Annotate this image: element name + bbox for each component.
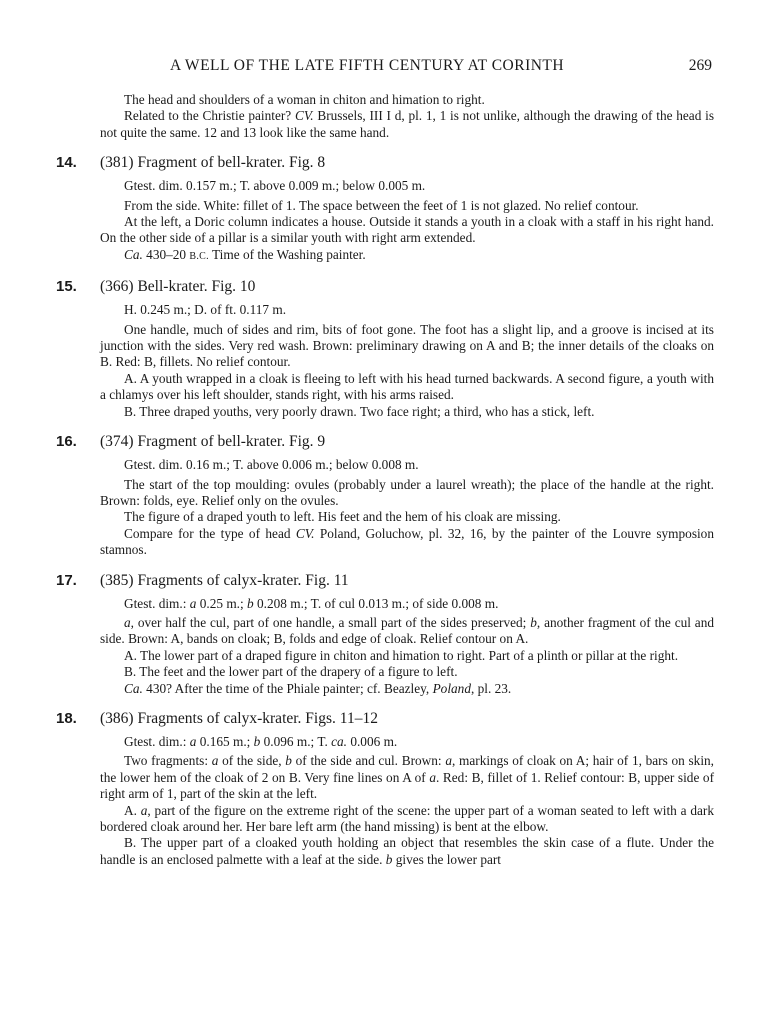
entry-heading xyxy=(56,709,714,729)
paragraph: A. A youth wrapped in a cloak is fleeing to left with his head turned backwards. A second figure, a youth with a chlamys over his left shoulder, stands right, with his arms raised. xyxy=(100,370,714,403)
paragraph: The start of the top moulding: ovules (probably under a laurel wreath); the place of the handle at the right. Brown: folds, eye. Relief only on the ovules. xyxy=(100,476,714,508)
catalogue-entry-18 xyxy=(56,709,715,868)
entry-heading xyxy=(56,277,714,297)
paragraph: At the left, a Doric column indicates a house. Outside it stands a youth in a cloak with a staff in his right hand. On the other side of a pillar is a similar youth with right arm extended. xyxy=(100,214,714,246)
paragraph: B. Three draped youths, very poorly drawn. Two face right; a third, who has a stick, left. xyxy=(124,403,595,419)
paragraph: Two fragments: a of the side, b of the side and cul. Brown: a, markings of cloak on A; hair of 1, bars on skin, the lower hem of the cloak of 2 on B. Very fine lines on A of a. Red: B, fillet of 1. Relief contour: B, upper side of right arm of 1, part of the skin at the left. xyxy=(100,753,715,802)
date-line: Ca. 430? After the time of the Phiale painter; cf. Beazley, Poland, pl. 23. xyxy=(124,680,512,696)
catalogue-entry-17 xyxy=(56,571,714,697)
paragraph: One handle, much of sides and rim, bits of foot gone. The foot has a slight lip, and a groove is incised at its junction with the sides. Very red wash. Brown: preliminary drawing on A and B; the inner details of the cloaks on B. Red: B, fillets. No relief contour. xyxy=(100,321,714,370)
entry-heading xyxy=(56,432,714,452)
paragraph: A. a, part of the figure on the extreme right of the scene: the upper part of a woman seated to left with a dark bordered cloak around her. Her bare left arm (the hand missing) is bent at the elbow. xyxy=(100,802,714,834)
measurements: H. 0.245 m.; D. of ft. 0.117 m. xyxy=(124,302,287,318)
date-line: Ca. 430–20 B.C. Time of the Washing painter. xyxy=(124,246,366,262)
paragraph: Compare for the type of head CV. Poland, Goluchow, pl. 32, 16, by the painter of the Louvre symposion stamnos. xyxy=(100,525,714,558)
entry-title: (385) Fragments of calyx-krater. Fig. 11 xyxy=(100,571,349,589)
entry-number: 16. xyxy=(56,433,77,451)
page-body xyxy=(56,92,715,868)
running-header xyxy=(98,57,712,77)
entry-number: 17. xyxy=(56,571,77,589)
entry-title: (381) Fragment of bell-krater. Fig. 8 xyxy=(100,154,326,172)
entry-number: 15. xyxy=(56,278,77,296)
paragraph: B. The feet and the lower part of the drapery of a figure to left. xyxy=(124,664,458,680)
measurements: Gtest. dim. 0.157 m.; T. above 0.009 m.; below 0.005 m. xyxy=(124,178,426,194)
measurements: Gtest. dim.: a 0.25 m.; b 0.208 m.; T. of cul 0.013 m.; of side 0.008 m. xyxy=(124,595,499,611)
paragraph: a, over half the cul, part of one handle, a small part of the sides preserved; b, another fragment of the cul and side. Brown: A, bands on cloak; B, folds and edge of cloak. Relief contour on A. xyxy=(100,614,714,647)
entry-title: (386) Fragments of calyx-krater. Figs. 11–12 xyxy=(100,709,378,727)
paragraph: A. The lower part of a draped figure in chiton and himation to right. Part of a plinth or pillar at the right. xyxy=(124,647,679,663)
entry-number: 14. xyxy=(56,154,77,172)
entry-title: (366) Bell-krater. Fig. 10 xyxy=(100,278,256,296)
entry-heading xyxy=(56,571,714,591)
catalogue-entry-16 xyxy=(56,432,714,558)
catalogue-entry-14 xyxy=(56,153,714,265)
measurements: Gtest. dim.: a 0.165 m.; b 0.096 m.; T. ca. 0.006 m. xyxy=(124,733,398,749)
paragraph: Related to the Christie painter? CV. Brussels, III I d, pl. 1, 1 is not unlike, although the drawing of the head is not quite the same. 12 and 13 look like the same hand. xyxy=(100,108,714,140)
running-title: A WELL OF THE LATE FIFTH CENTURY AT CORINTH xyxy=(170,57,565,74)
paragraph: B. The upper part of a cloaked youth holding an object that resembles the skin case of a flute. Under the handle is an enclosed palmette with a leaf at the side. b gives the lower part xyxy=(100,835,714,867)
page-number: 269 xyxy=(688,57,712,74)
entry-number: 18. xyxy=(56,709,77,727)
paragraph: The figure of a draped youth to left. His feet and the hem of his cloak are missing. xyxy=(124,509,561,525)
entry-heading xyxy=(56,153,714,173)
entry-title: (374) Fragment of bell-krater. Fig. 9 xyxy=(100,433,326,451)
catalogue-entry-15 xyxy=(56,277,714,420)
paragraph: The head and shoulders of a woman in chiton and himation to right. xyxy=(124,92,485,107)
measurements: Gtest. dim. 0.16 m.; T. above 0.006 m.; below 0.008 m. xyxy=(124,457,419,473)
paragraph: From the side. White: fillet of 1. The space between the feet of 1 is not glazed. No relief contour. xyxy=(124,197,639,213)
